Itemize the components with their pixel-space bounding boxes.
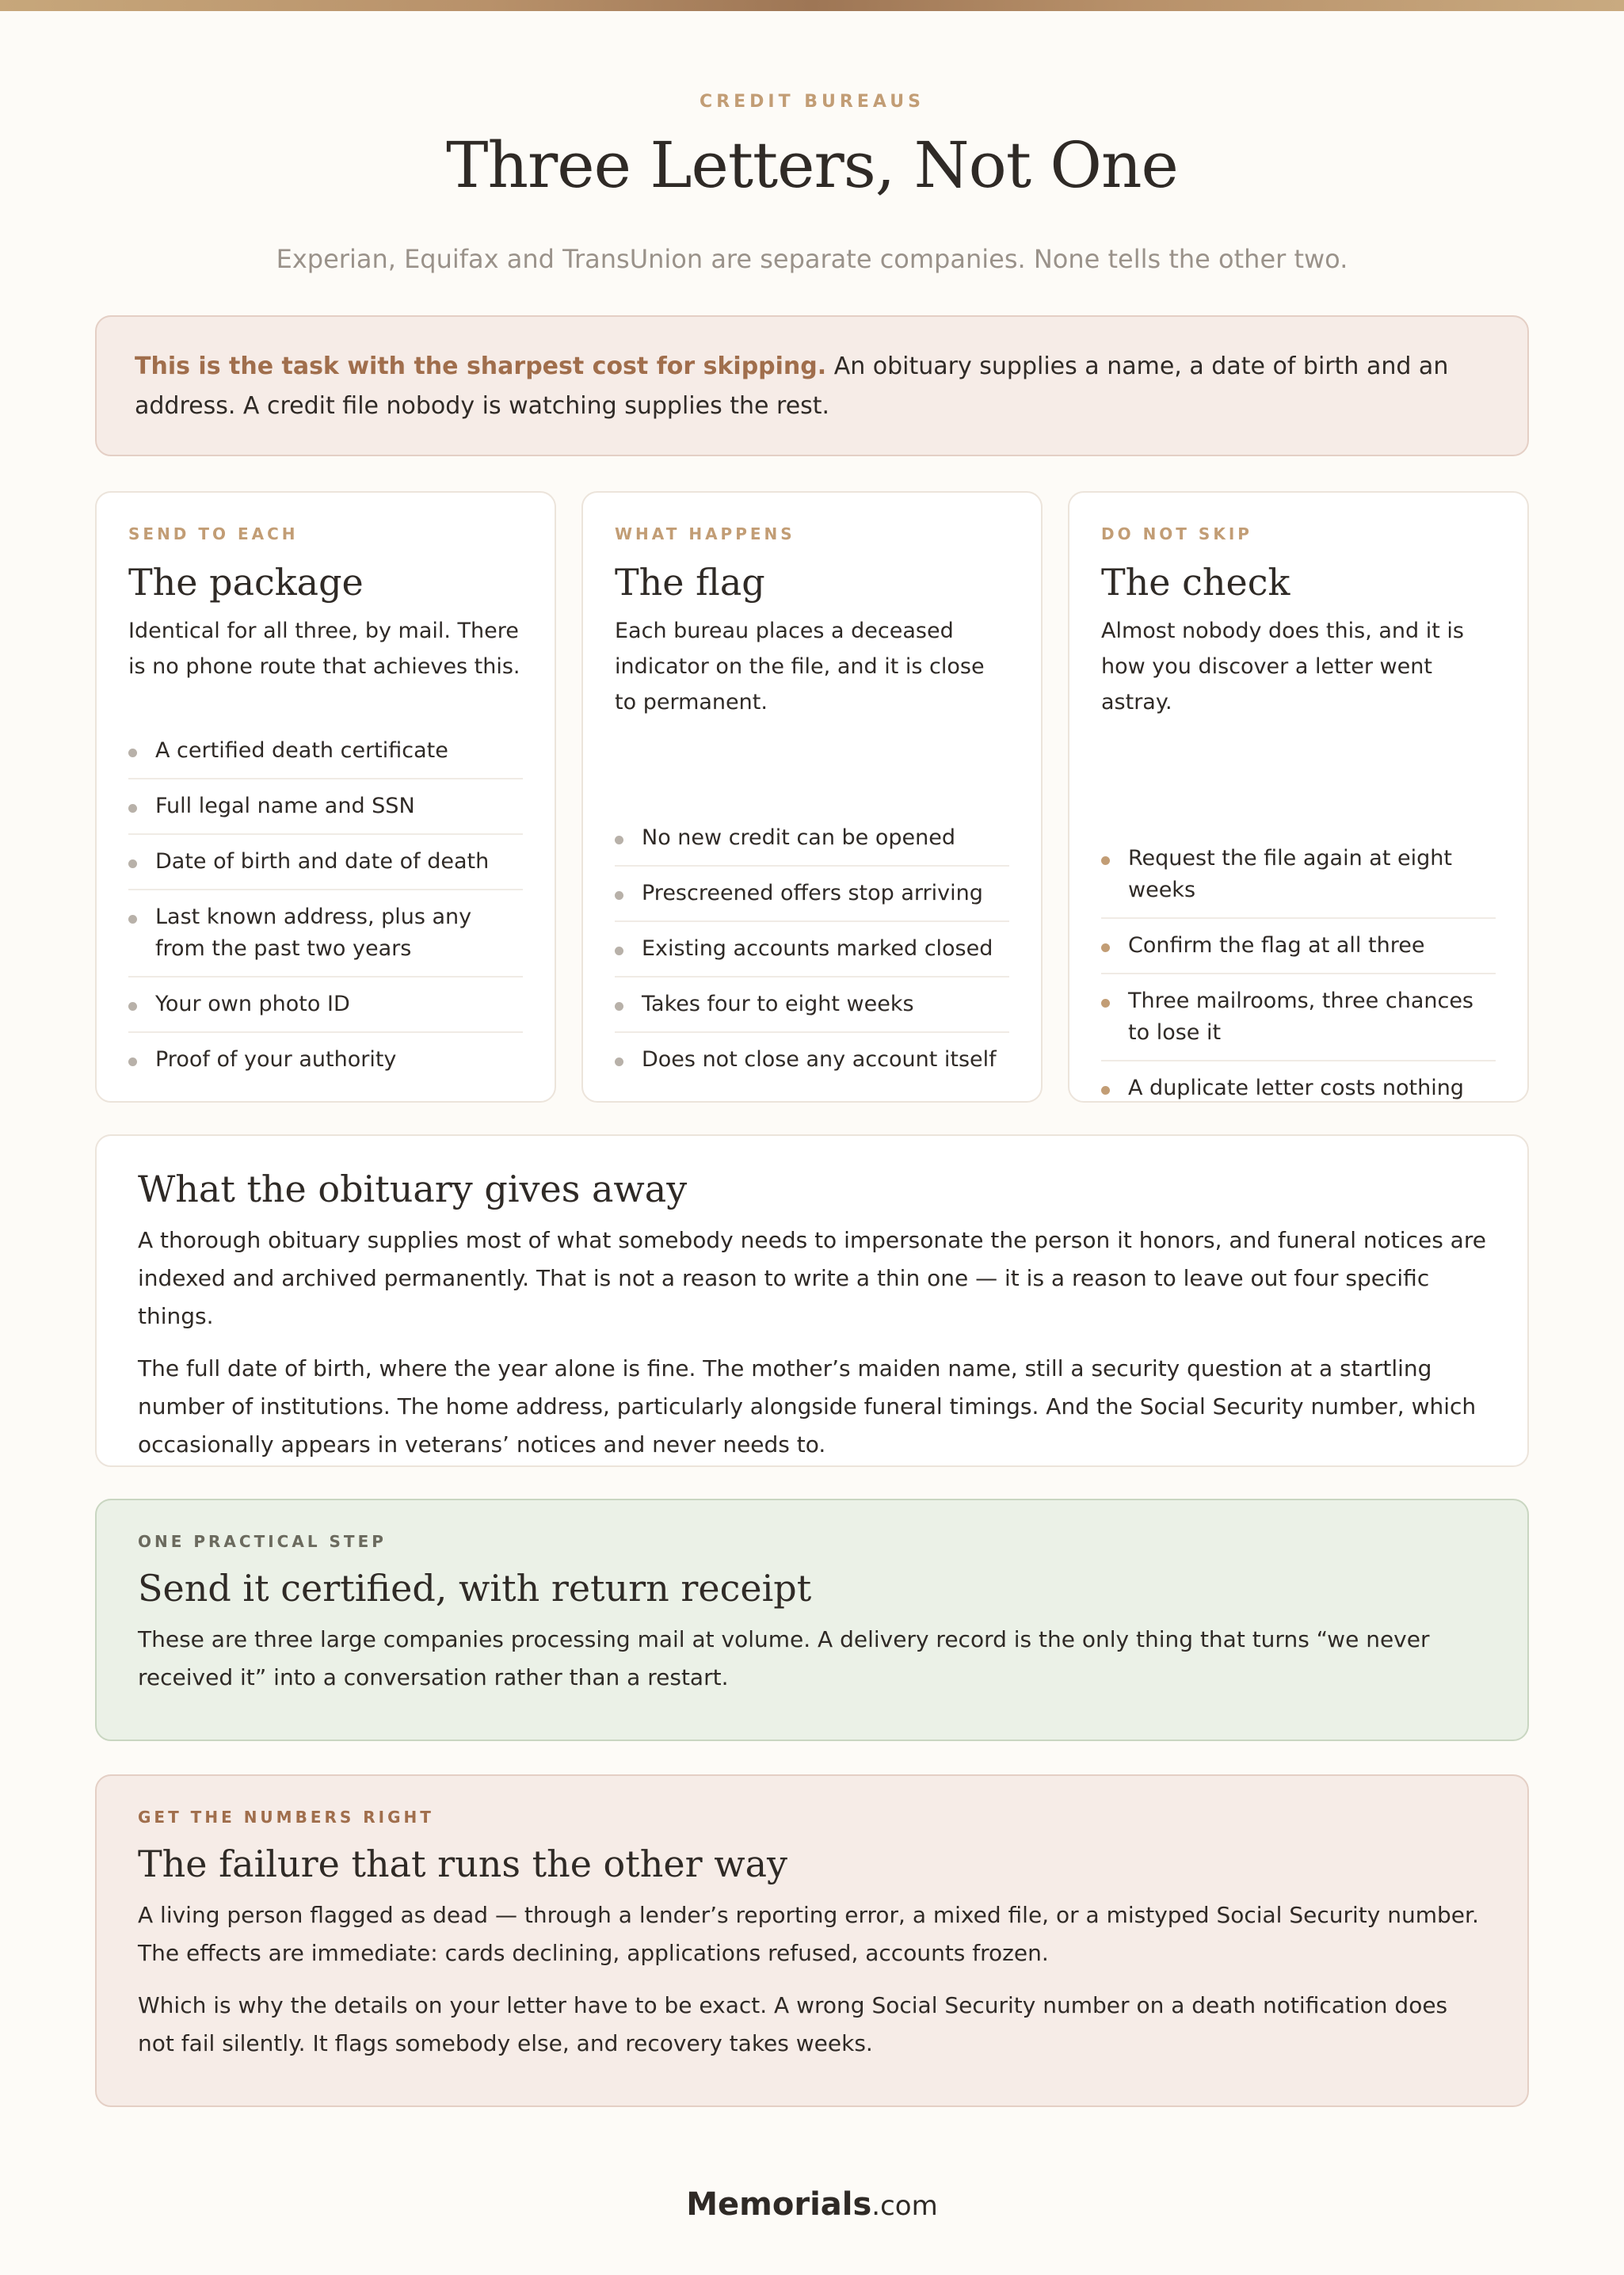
card-eyebrow: DO NOT SKIP (1101, 524, 1252, 543)
card-title: The flag (615, 561, 765, 604)
bullet-icon (615, 891, 623, 900)
failure-section (95, 1774, 1529, 2107)
card-description: Identical for all three, by mail. There is no phone route that achieves this. (128, 619, 520, 679)
card-title: The package (128, 561, 364, 604)
card-row (95, 491, 1529, 1103)
bullet-icon (615, 836, 623, 844)
bullet-icon (615, 1057, 623, 1066)
card-list (615, 811, 1009, 1087)
card-description: Almost nobody does this, and it is how you discover a letter went astray. (1101, 619, 1464, 715)
list-item: Three mailrooms, three chances to lose it (1101, 974, 1496, 1061)
list-item: Your own photo ID (128, 977, 523, 1033)
list-item: Request the file again at eight weeks (1101, 832, 1496, 919)
list-item: A certified death certificate (128, 724, 523, 779)
card-package (95, 491, 556, 1103)
section-title: Send it certified, with return receipt (138, 1567, 812, 1610)
top-accent-bar (0, 0, 1624, 11)
section-eyebrow: GET THE NUMBERS RIGHT (138, 1808, 434, 1827)
list-item: Last known address, plus any from the past two years (128, 890, 523, 977)
section-paragraph: A living person flagged as dead — through a lender’s reporting error, a mixed file, or a mistyped Social Security number. The effects are immediate: cards declining, applications refused, accounts frozen. (138, 1902, 1479, 1966)
card-title: The check (1101, 561, 1290, 604)
page-eyebrow: CREDIT BUREAUS (700, 92, 924, 112)
list-item: A duplicate letter costs nothing (1101, 1061, 1496, 1115)
bullet-icon (1101, 943, 1110, 952)
page-subtitle: Experian, Equifax and TransUnion are separate companies. None tells the other two. (276, 244, 1348, 274)
bullet-icon (615, 1002, 623, 1011)
bullet-icon (128, 749, 137, 757)
list-item: Prescreened offers stop arriving (615, 867, 1009, 922)
list-item: Confirm the flag at all three (1101, 919, 1496, 974)
bullet-icon (128, 859, 137, 868)
card-list (1101, 832, 1496, 1115)
list-item: Date of birth and date of death (128, 835, 523, 890)
bullet-icon (128, 915, 137, 924)
callout-text: An obituary supplies a name, a date of birth and an address. A credit file nobody is watching supplies the rest. (135, 352, 1449, 420)
bullet-icon (128, 804, 137, 813)
bullet-icon (1101, 1086, 1110, 1095)
bullet-icon (1101, 999, 1110, 1008)
card-flag (581, 491, 1043, 1103)
card-eyebrow: SEND TO EACH (128, 524, 299, 543)
section-paragraph: A thorough obituary supplies most of what somebody needs to impersonate the person it honors, and funeral notices are indexed and archived permanently. That is not a reason to write a thin one — it is a reason to leave out four specific things. (138, 1227, 1486, 1329)
list-item: Proof of your authority (128, 1033, 523, 1087)
practical-step-section (95, 1499, 1529, 1741)
memorials-logo (0, 2186, 1624, 2223)
bullet-icon (615, 947, 623, 955)
list-item: Does not close any account itself (615, 1033, 1009, 1087)
card-check (1068, 491, 1529, 1103)
section-paragraph: Which is why the details on your letter have to be exact. A wrong Social Security number on a death notification does not fail silently. It flags somebody else, and recovery takes weeks. (138, 1992, 1448, 2056)
obituary-section (95, 1134, 1529, 1467)
list-item: No new credit can be opened (615, 811, 1009, 867)
bullet-icon (1101, 856, 1110, 865)
card-list (128, 724, 523, 1087)
section-paragraph: The full date of birth, where the year alone is fine. The mother’s maiden name, still a security question at a startling number of institutions. The home address, particularly alongside funeral timings. And the Social Security number, which occasionally appears in veterans’ notices and never needs to. (138, 1355, 1477, 1458)
list-item: Full legal name and SSN (128, 779, 523, 835)
section-title: The failure that runs the other way (138, 1842, 787, 1885)
list-item: Existing accounts marked closed (615, 922, 1009, 977)
section-eyebrow: ONE PRACTICAL STEP (138, 1532, 387, 1551)
section-paragraph: These are three large companies processing mail at volume. A delivery record is the only thing that turns “we never received it” into a conversation rather than a restart. (138, 1626, 1430, 1690)
page-title: Three Letters, Not One (446, 128, 1178, 202)
card-eyebrow: WHAT HAPPENS (615, 524, 795, 543)
section-title: What the obituary gives away (138, 1168, 688, 1210)
warning-callout (95, 315, 1529, 456)
bullet-icon (128, 1002, 137, 1011)
callout-lead: This is the task with the sharpest cost for skipping. (135, 352, 827, 380)
list-item: Takes four to eight weeks (615, 977, 1009, 1033)
card-description: Each bureau places a deceased indicator on the file, and it is close to permanent. (615, 619, 985, 715)
logo-suffix: .com (871, 2190, 938, 2222)
bullet-icon (128, 1057, 137, 1066)
logo-main: Memorials (686, 2186, 872, 2223)
